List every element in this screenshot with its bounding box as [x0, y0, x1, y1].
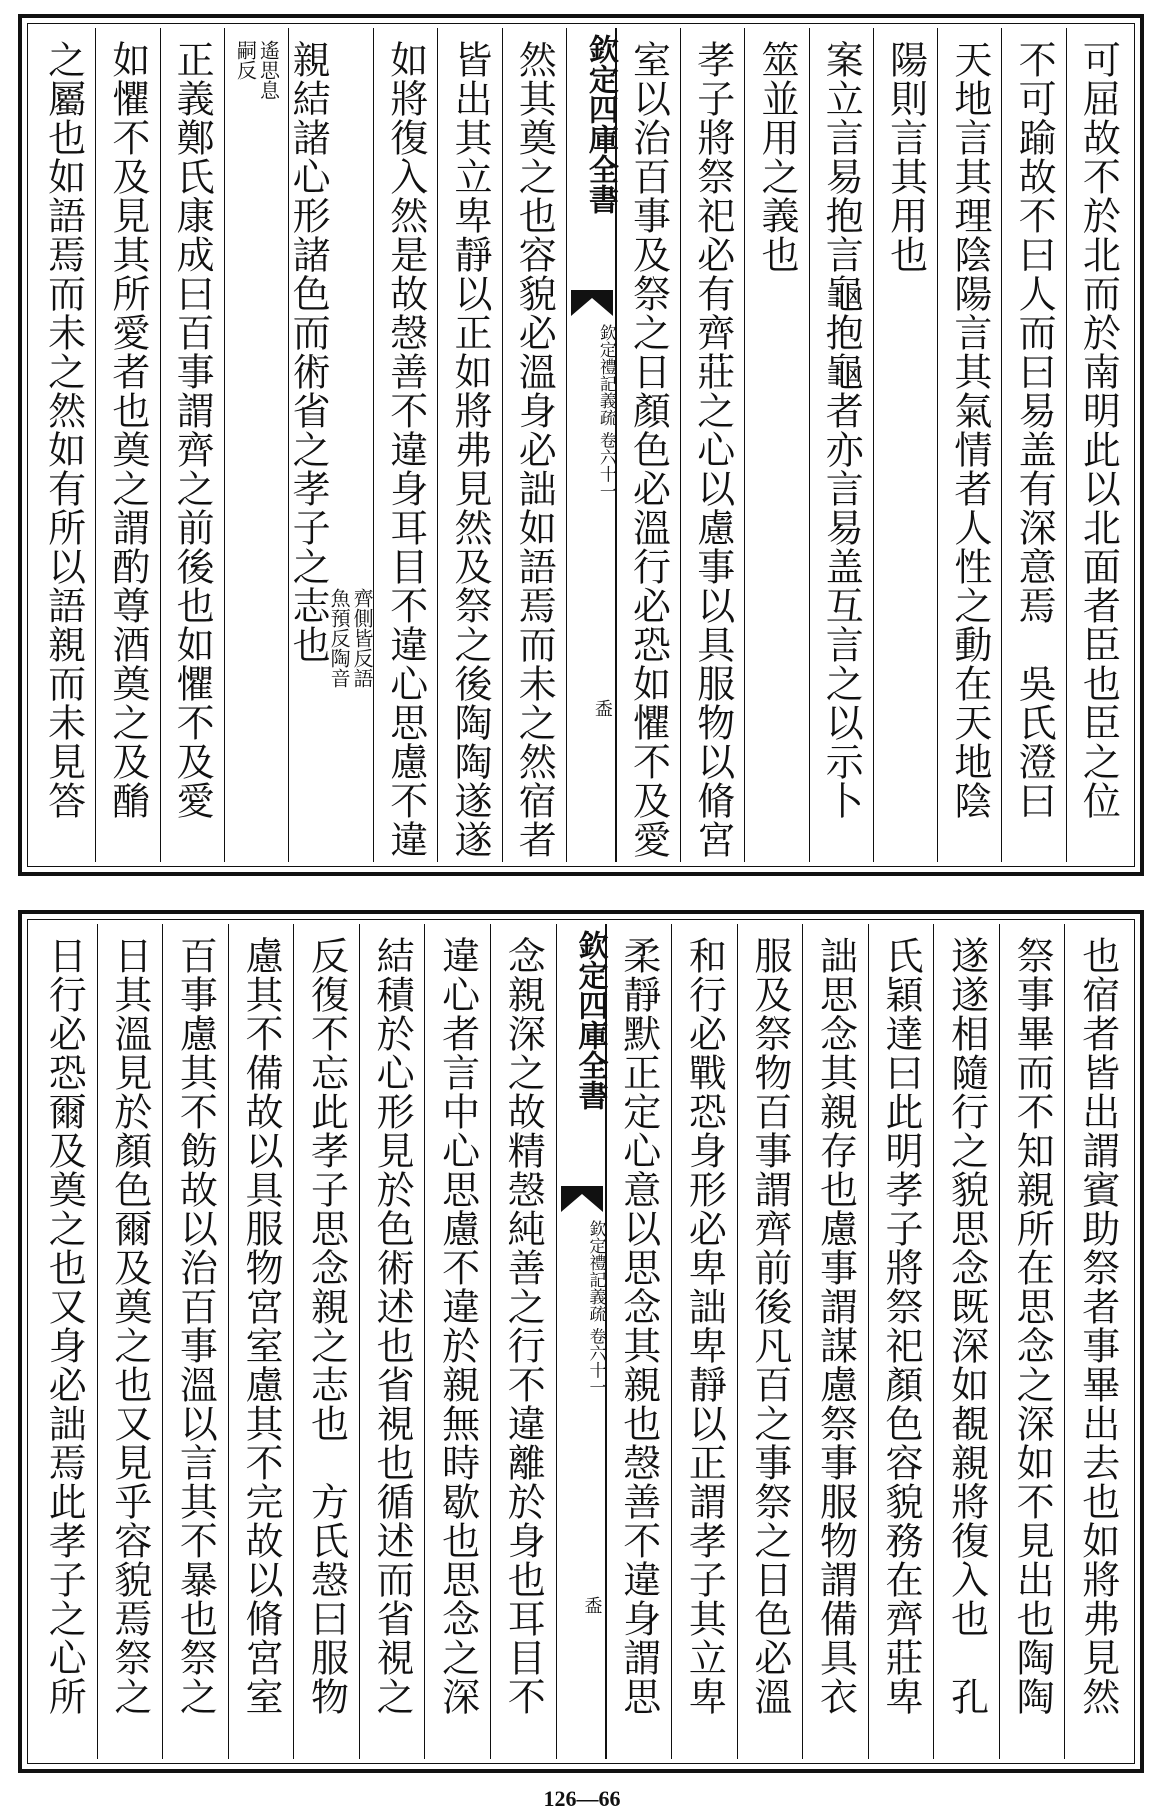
document-page-bottom [18, 910, 1144, 1773]
text-column [293, 924, 359, 1759]
column-grid [32, 924, 1130, 1759]
column-grid [32, 28, 1130, 862]
text-column [802, 924, 868, 1759]
column-text: 違心者言中心思慮不違於親無時歇也思念之深 [435, 936, 480, 1716]
column-text: 皆出其立卑靜以正如將弗見然及祭之後陶陶遂遂 [447, 40, 492, 859]
folio-number: 盉 [581, 1596, 603, 1614]
text-column [616, 28, 680, 862]
page-number: 126—66 [543, 1786, 621, 1811]
text-column [228, 924, 294, 1759]
text-column [868, 924, 934, 1759]
text-column [933, 924, 999, 1759]
column-text: 然其奠之也容貌必溫身必詘如語焉而未之然宿者 [512, 40, 557, 859]
folio-number: 盉 [591, 699, 613, 717]
column-text: 詘思念其親存也慮事謂謀慮祭事服物謂備具衣 [813, 936, 858, 1716]
column-text: 室以治百事及祭之日顏色必溫行必恐如懼不及愛 [626, 40, 671, 859]
library-title: 欽定四庫全書 [572, 930, 608, 1110]
text-column [744, 28, 808, 862]
text-column [288, 28, 373, 862]
annotation-note: 齊側皆反語 魚預反陶音 [327, 588, 375, 688]
text-column [680, 28, 744, 862]
text-column [999, 924, 1065, 1759]
column-text: 可屈故不於北而於南明此以北面者臣也臣之位 [1076, 40, 1121, 820]
column-text: 筮並用之義也 [755, 40, 800, 274]
text-column [809, 28, 873, 862]
column-text: 念親深之故精愨純善之行不違離於身也耳目不 [501, 936, 546, 1716]
text-column [160, 28, 224, 862]
column-text: 遂遂相隨行之貌思念既深如覩親將復入也 孔 [944, 936, 989, 1716]
column-text: 柔靜默正定心意以思念其親也愨善不違身謂思 [616, 936, 661, 1716]
text-column [32, 924, 97, 1759]
column-text: 之屬也如語焉而未之然如有所以語親而未見答 [41, 40, 86, 820]
text-column [937, 28, 1001, 862]
document-page-top [18, 14, 1144, 876]
column-text: 不可踰故不曰人而曰易盖有深意焉 吳氏澄曰 [1012, 40, 1057, 820]
column-text: 祭事畢而不知親所在思念之深如不見出也陶陶 [1010, 936, 1055, 1716]
text-column [737, 924, 803, 1759]
text-column [873, 28, 937, 862]
column-text: 如將復入然是故愨善不違身耳目不違心思慮不違 [383, 40, 428, 859]
column-text: 結積於心形見於色術述也省視也循述而省視之 [370, 936, 415, 1716]
text-column [671, 924, 737, 1759]
column-text: 日其溫見於顏色爾及奠之也又見乎容貌焉祭之 [107, 936, 152, 1716]
column-text: 氏穎達曰此明孝子將祭祀顏色容貌務在齊莊卑 [879, 936, 924, 1716]
column-text: 正義鄭氏康成曰百事謂齊之前後也如懼不及愛 [170, 40, 215, 820]
page-spine [556, 924, 606, 1759]
fish-tail-mark-icon [561, 1186, 603, 1212]
column-text: 日行必恐爾及奠之也又身必詘焉此孝子之心所 [42, 936, 87, 1716]
column-text: 孝子將祭祀必有齊莊之心以慮事以具服物以脩宮 [690, 40, 735, 859]
column-text: 天地言其理陰陽言其氣情者人性之動在天地陰 [947, 40, 992, 820]
text-column [1066, 28, 1130, 862]
text-column [162, 924, 228, 1759]
column-text: 案立言易抱言龜抱龜者亦言易盖互言之以示卜 [819, 40, 864, 820]
text-column [1001, 28, 1065, 862]
column-text: 如懼不及見其所愛者也奠之謂酌尊酒奠之及酳 [105, 40, 150, 820]
column-text: 百事慮其不飭故以治百事溫以言其不暴也祭之 [173, 936, 218, 1716]
column-text: 服及祭物百事謂齊前後凡百之事祭之日色必溫 [747, 936, 792, 1716]
page-spine [566, 28, 616, 862]
column-text: 和行必戰恐身形必卑詘卑靜以正謂孝子其立卑 [682, 936, 727, 1716]
text-column [490, 924, 556, 1759]
text-column [373, 28, 437, 862]
text-column [606, 924, 672, 1759]
text-column [359, 924, 425, 1759]
column-text: 陽則言其用也 [883, 40, 928, 274]
annotation-note: 遙思息 嗣反 [233, 40, 281, 100]
column-text: 慮其不備故以具服物宮室慮其不完故以脩宮室 [238, 936, 283, 1716]
column-text: 也宿者皆出謂賓助祭者事畢出去也如將弗見然 [1075, 936, 1120, 1716]
text-column [424, 924, 490, 1759]
text-column [1064, 924, 1130, 1759]
text-column [97, 924, 163, 1759]
text-column [502, 28, 566, 862]
text-column [95, 28, 159, 862]
book-title: 欽定禮記義疏 卷六十一 [595, 324, 616, 500]
text-column [224, 28, 288, 862]
library-title: 欽定四庫全書 [582, 34, 618, 214]
column-text: 親結諸心形諸色而術省之孝子之志也 [286, 40, 331, 664]
fish-tail-mark-icon [571, 290, 613, 316]
book-title: 欽定禮記義疏 卷六十一 [585, 1220, 606, 1396]
column-text: 反復不忘此孝子思念親之志也 方氏愨曰服物 [304, 936, 349, 1716]
text-column [32, 28, 95, 862]
text-column [437, 28, 501, 862]
